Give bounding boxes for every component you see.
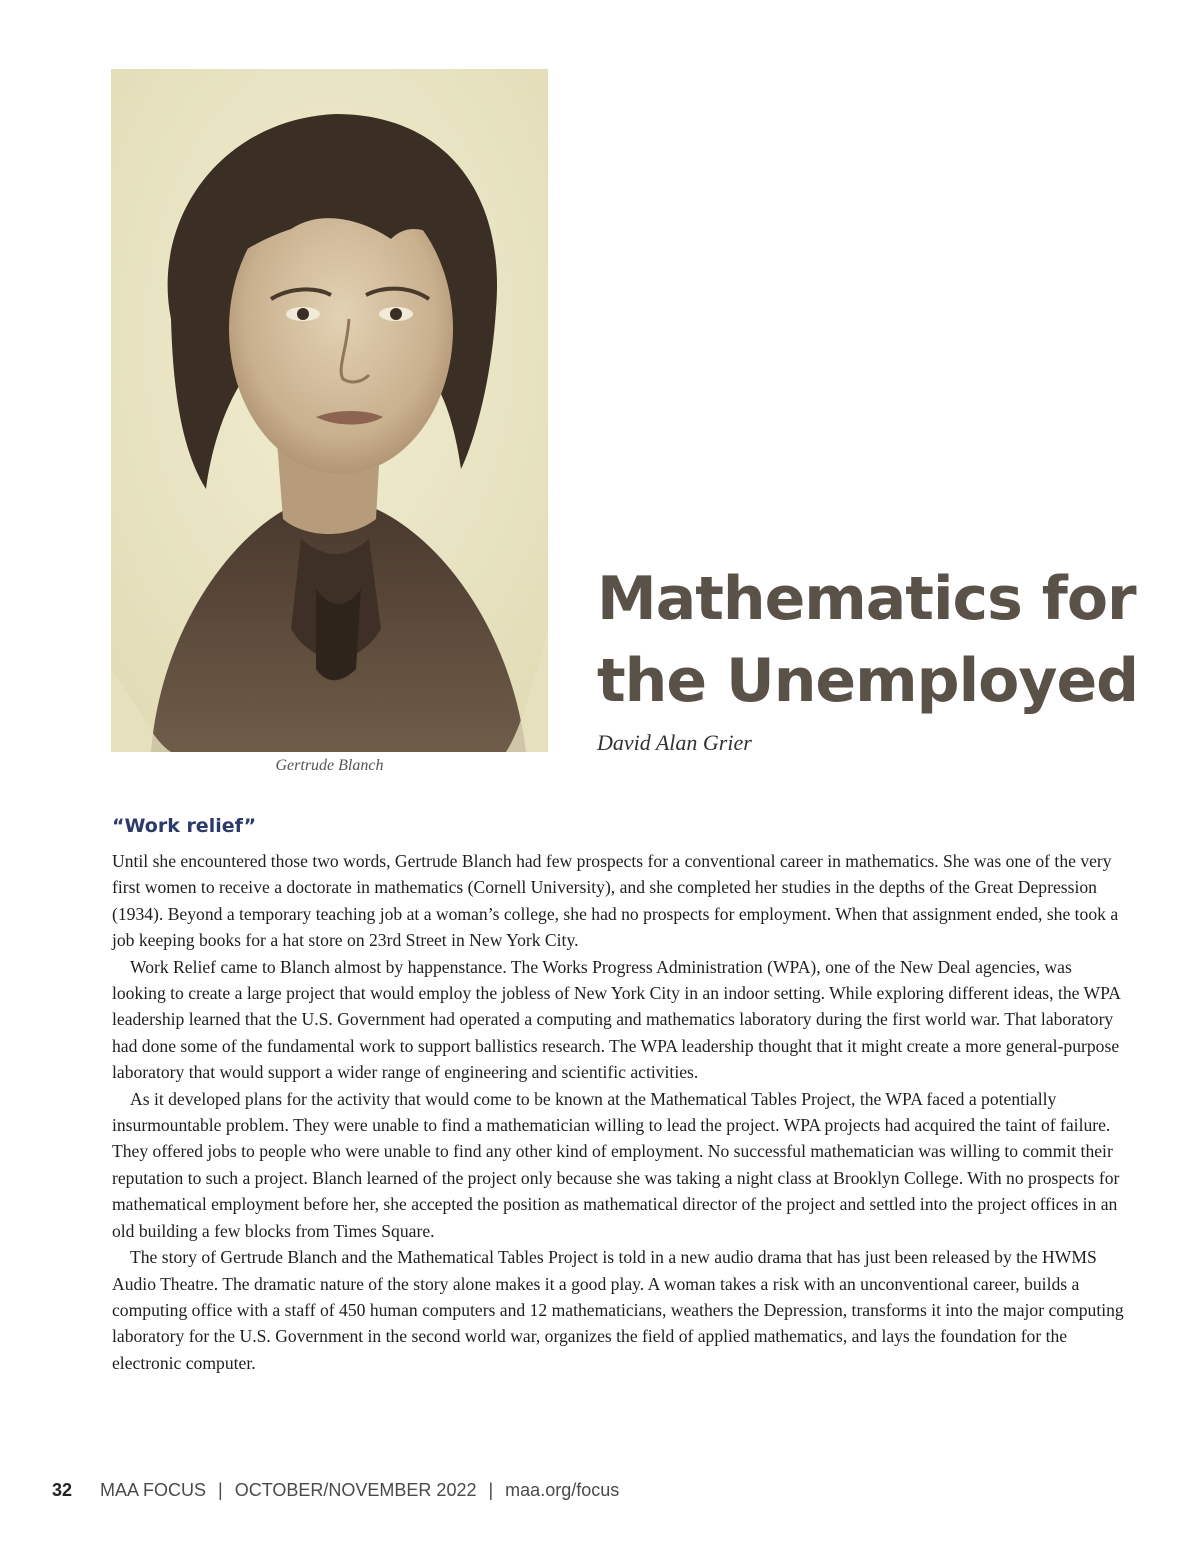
photo-caption: Gertrude Blanch: [275, 757, 384, 774]
publication-url: maa.org/focus: [505, 1480, 620, 1500]
paragraph-2: Work Relief came to Blanch almost by happenstance. The Works Progress Administration (WPA), one of the New Deal agencies, was looking to create a large project that would employ the jobless of New York City in an indoor setting. While exploring different ideas, the WPA leadership learned that the U.S. Government had operated a computing and mathematics laboratory during the first world war. That laboratory had done some of the fundamental work to support ballistics research. The WPA leadership thought that it might create a more general-purpose laboratory that would support a wider range of engineering and scientific activities.: [112, 956, 1121, 1083]
paragraph-3: As it developed plans for the activity that would come to be known at the Mathematical Tables Project, the WPA faced a potentially insurmountable problem. They were unable to find a mathematician willing to lead the project. WPA projects had acquired the taint of failure. They offered jobs to people who were unable to find any other kind of employment. No successful mathematician was willing to commit their reputation to such a project. Blanch learned of the project only because she was taking a night class at Brooklyn College. With no prospects for mathematical employment before her, she accepted the position as mathematical director of the project and settled into the project offices in an old building a few blocks from Times Square.: [112, 1088, 1120, 1241]
paragraph-1: Until she encountered those two words, Gertrude Blanch had few prospects for a conventional career in mathematics. She was one of the very first women to receive a doctorate in mathematics (Cornell University), and she completed her studies in the depths of the Great Depression (1934). Beyond a temporary teaching job at a woman’s college, she had no prospects for employment. When that assignment ended, she took a job keeping books for a hat store on 23rd Street in New York City.: [112, 851, 1119, 951]
paragraph-4: The story of Gertrude Blanch and the Mathematical Tables Project is told in a new audio drama that has just been released by the HWMS Audio Theatre. The dramatic nature of the story alone makes it a good play. A woman takes a risk with an unconventional career, builds a computing office with a staff of 450 human computers and 12 mathematicians, weathers the Depression, transforms it into the major computing laboratory for the U.S. Government in the second world war, organizes the field of applied mathematics, and lays the foundation for the electronic computer.: [112, 1247, 1124, 1373]
page-footer: [52, 1480, 619, 1501]
footer-separator: |: [488, 1480, 494, 1500]
publication-name: MAA FOCUS: [100, 1480, 207, 1500]
portrait-illustration: [111, 69, 548, 752]
page-number: 32: [52, 1480, 73, 1500]
author-byline: David Alan Grier: [597, 730, 752, 755]
article-title-line-1: Mathematics for: [597, 564, 1136, 634]
issue-date: OCTOBER/NOVEMBER 2022: [234, 1480, 477, 1500]
article-title-line-2: the Unemployed: [597, 646, 1139, 716]
portrait-photo: [111, 69, 548, 752]
article-title: [597, 558, 1157, 722]
section-heading: “Work relief”: [112, 815, 257, 837]
article-body: [112, 848, 1128, 1376]
footer-separator: |: [218, 1480, 223, 1500]
